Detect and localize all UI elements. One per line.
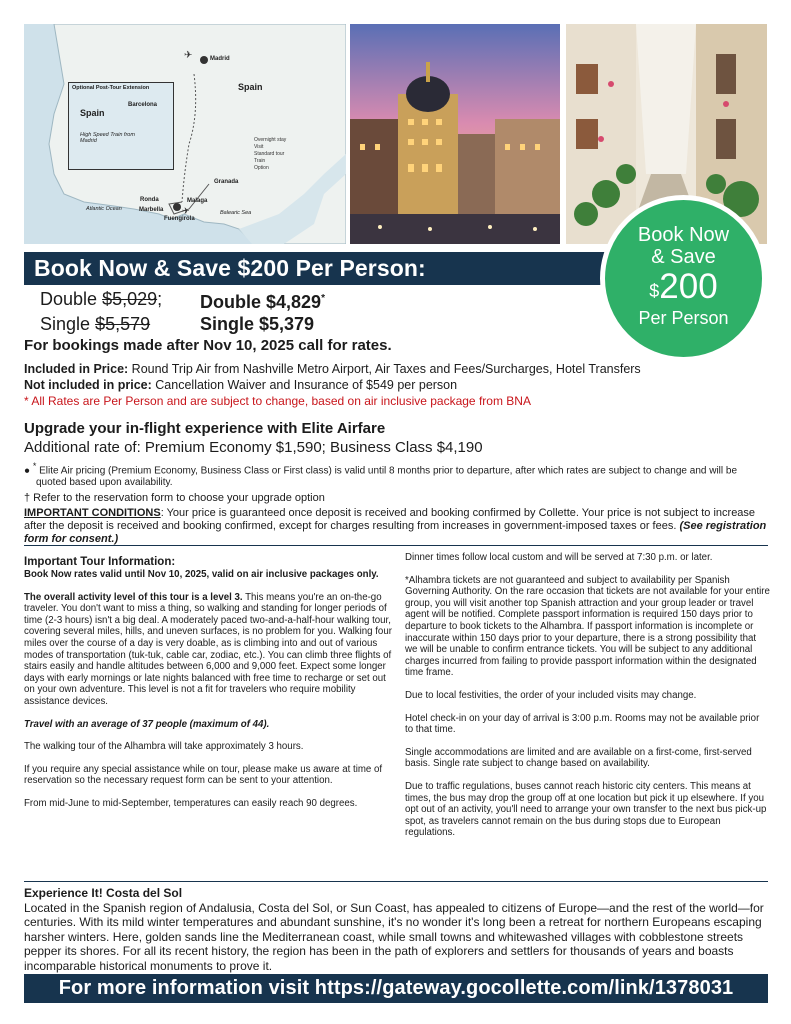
price-block [40, 288, 325, 335]
atlantic-label: Atlantic Ocean [86, 206, 122, 212]
tour-info-heading: Important Tour Information: [24, 556, 176, 568]
after-date-note: For bookings made after Nov 10, 2025 call for rates. [24, 337, 392, 354]
temperature-note: From mid-June to mid-September, temperatures can easily reach 90 degrees. [24, 797, 358, 809]
checkin-note: Hotel check-in on your day of arrival is 3:00 p.m. Rooms may not be available prior to that time. [405, 712, 760, 736]
legend-item: Standard tour [254, 151, 285, 157]
badge-line-1: Book Now [637, 224, 730, 246]
upgrade-note: ● * Elite Air pricing (Premium Economy, Business Class or First class) is valid until 8 months prior to departure, after which rates are subject to change and will be quoted based upon availability. [24, 461, 738, 489]
experience-section [24, 886, 770, 974]
legend-item: Visit [254, 144, 264, 150]
badge-line-4: Per Person [638, 308, 729, 328]
conditions-text: : Your price is guaranteed once deposit is received and booking confirmed by Collette. Your price is not subject to increase after the deposit is received and booking confirmed, except for charges resulting from increases in government-imposed taxes or fees. [24, 507, 756, 533]
madrid-label: Madrid [210, 56, 230, 62]
upgrade-title: Upgrade your in-flight experience with Elite Airfare [24, 420, 386, 437]
inset-spain-label: Spain [80, 108, 105, 118]
double-old-price: Double $5,029; [40, 289, 163, 309]
badge-value: 200 [659, 267, 718, 306]
divider [24, 545, 768, 546]
group-size: Travel with an average of 37 people (maximum of 44). [24, 718, 270, 730]
svg-text:✈: ✈ [182, 206, 190, 216]
malaga-label: Malaga [187, 198, 208, 204]
badge-line-2: & Save [651, 246, 716, 268]
traffic-note: Due to traffic regulations, buses cannot reach historic city centers. This means at times, the bus may drop the group off at one location but pick it up elsewhere. If you opt out of an activity, you'll need to arrange your own transfer to the next bus pick-up spot, as travelers cannot remain on the bus during stops due to European regulations. [405, 780, 767, 839]
included-section [24, 361, 764, 409]
not-included-line [24, 377, 764, 393]
madrid-photo [350, 24, 560, 244]
special-assistance: If you require any special assistance while on tour, please make us aware at time of reservation so the necessary request form can be sent to your attention. [24, 763, 383, 787]
included-label: Included in Price: [24, 362, 129, 376]
savings-badge [600, 195, 767, 362]
alhambra-tour: The walking tour of the Alhambra will take approximately 3 hours. [24, 741, 304, 753]
inset-map [68, 82, 174, 170]
promo-title: Book Now & Save $200 Per Person: [34, 255, 426, 281]
badge-currency: $ [649, 281, 660, 301]
activity-level-bold: The overall activity level of this tour is a level 3. [24, 591, 243, 603]
single-old-value: $5,579 [95, 314, 151, 334]
dinner-note: Dinner times follow local custom and will be served at 7:30 p.m. or later. [405, 552, 713, 563]
valid-note: Book Now rates valid until Nov 10, 2025, valid on air inclusive packages only. [24, 569, 379, 580]
inset-title: Optional Post-Tour Extension [72, 85, 150, 91]
upgrade-note-text: Elite Air pricing (Premium Economy, Business Class or First class) is valid until 8 months prior to departure, after which rates are subject to change and will be quoted based upon availability. [36, 465, 738, 489]
fuengirola-label: Fuengirola [164, 216, 195, 222]
single-new-price: Single $5,379 [200, 314, 315, 334]
map-legend [254, 137, 286, 172]
festivities-note: Due to local festivities, the order of your included visits may change. [405, 689, 697, 701]
double-new-price [200, 288, 325, 313]
train-label: High Speed Train from Madrid [80, 132, 135, 144]
info-link[interactable]: For more information visit https://gateway.gocollette.com/link/1378031 [58, 977, 734, 999]
footer-banner [24, 974, 768, 1003]
activity-level [24, 592, 392, 708]
upgrade-section [24, 420, 769, 546]
badge-amount [605, 268, 762, 306]
tour-info-right [405, 552, 770, 850]
important-conditions [24, 507, 769, 546]
promo-banner [24, 252, 624, 285]
conditions-see: (See registration form for consent.) [24, 520, 767, 546]
legend-item: Train [254, 158, 266, 164]
not-included-label: Not included in price: [24, 378, 152, 392]
conditions-label: IMPORTANT CONDITIONS [24, 507, 161, 520]
upgrade-dagger-note: † Refer to the reservation form to choose your upgrade option [24, 492, 325, 505]
single-old-price [40, 313, 200, 335]
barcelona-label: Barcelona [128, 102, 158, 108]
divider [24, 881, 768, 882]
experience-title: Experience It! Costa del Sol [24, 886, 183, 900]
balearic-label: Balearic Sea [220, 210, 252, 216]
not-included-text: Cancellation Waiver and Insurance of $549 per person [155, 378, 458, 392]
tour-info-left [24, 556, 392, 821]
marbella-label: Marbella [139, 207, 164, 213]
svg-text:✈: ✈ [184, 50, 193, 61]
single-price-row [40, 313, 325, 335]
granada-label: Granada [214, 179, 239, 185]
experience-text: Located in the Spanish region of Andalusia, Costa del Sol, or Sun Coast, has appealed to citizens of Europe—and the rest of the world—for centuries. With its mild winter temperatures and abundant sunshine, it's no wonder it's long been a retreat for northern Europeans escaping harsher winters. Here, golden sands line the Mediterranean coast, while small towns and whitewashed villages with cobblestone streets pepper its shores. For all its recent history, the region has been in the path of explorers and settlers for thousands of years and boasts incomparable historical monuments to prove it. [24, 900, 764, 973]
double-new-value: Double $4,829 [200, 292, 322, 312]
rates-disclaimer: * All Rates are Per Person and are subject to change, based on air inclusive package from BNA [24, 394, 531, 408]
single-accommodations: Single accommodations are limited and are available on a first-come, first-served basis. Single rate subject to change based on availability. [405, 746, 752, 770]
legend-item: Overnight stay [254, 137, 287, 143]
double-asterisk: * [321, 293, 325, 304]
single-label: Single [40, 314, 91, 334]
route-map [24, 24, 346, 244]
included-line [24, 361, 764, 377]
double-price-row [40, 288, 325, 313]
upgrade-rate: Additional rate of: Premium Economy $1,590; Business Class $4,190 [24, 439, 483, 456]
double-label: Double [40, 289, 98, 309]
activity-level-text: This means you're an on-the-go traveler. You don't want to miss a thing, so walking and standing for longer periods of time (2-3 hours) isn't a big deal. A moderately paced two-and-a-half-hour walking tour, covering several miles, hills, and uneven surfaces, is no problem for you. Walking four miles over the course of a day is very doable, as is climbing into and out of various modes of transportation (tuk-tuk, cable car, zodiac, etc.). You can climb three flights of stairs easily and handle altitudes between 6,000 and 9,000 feet. Expect some longer days with early mornings or late nights balanced with free time to recharge or set out on your own adventure. This level is not a fit for travelers who require mobility assistance devices. [24, 591, 392, 707]
double-old-value: $5,029 [102, 289, 158, 309]
ronda-label: Ronda [140, 197, 159, 203]
alhambra-tickets: *Alhambra tickets are not guaranteed and subject to availability per Spanish Governing Authority. On the rare occasion that tickets are not available for your entire group, you will visit another top Spanish attraction and your group leader or travel agent will be notified. Complete passport information is required 150 days prior to departure to book tickets to the Alhambra. If passport information is incomplete or inaccurate within 150 days prior to your departure, there is a strong possibility that we will be unable to confirm entrance tickets. You will be subject to any additional charges incurred from failing to provide passport information within the designated time frame. [405, 574, 770, 679]
legend-item: Option [254, 165, 269, 171]
spain-label: Spain [238, 82, 263, 92]
included-text: Round Trip Air from Nashville Metro Airport, Air Taxes and Fees/Surcharges, Hotel Transfers [131, 362, 641, 376]
